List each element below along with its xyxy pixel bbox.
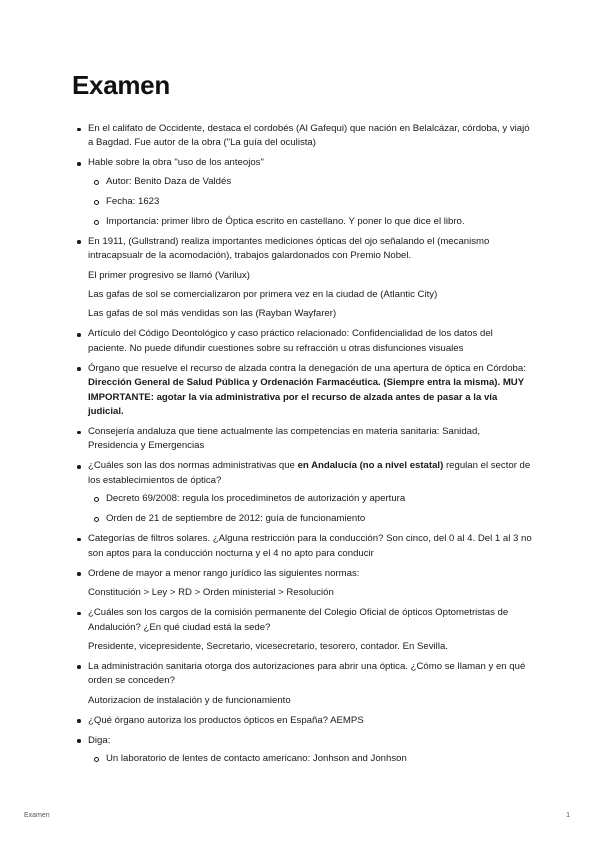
footer-page-number: 1 <box>566 812 570 819</box>
list-item <box>72 156 532 229</box>
footer-document-name: Examen <box>24 812 50 819</box>
page-title: Examen <box>72 70 170 100</box>
item-text: Ordene de mayor a menor rango jurídico las siguientes normas: <box>88 567 360 579</box>
item-text: ¿Cuáles son las dos normas administrativas que <box>88 460 298 472</box>
list-item <box>72 362 532 420</box>
document-body <box>72 122 532 772</box>
list-item <box>72 567 532 601</box>
sub-list-item: Fecha: 1623 <box>88 195 532 209</box>
list-item <box>72 235 532 322</box>
item-text: ¿Cuáles son los cargos de la comisión permanente del Colegio Oficial de ópticos Optometristas de Andalución? ¿En qué ciudad está la sede? <box>88 607 509 633</box>
item-text: Diga: <box>88 734 111 746</box>
sub-list-item: Un laboratorio de lentes de contacto americano: Jonhson and Jonhson <box>88 752 532 766</box>
item-note: Presidente, vicepresidente, Secretario, vicesecretario, tesorero, contador. En Sevilla. <box>88 640 448 652</box>
item-note: El primer progresivo se llamó (Varilux) <box>88 269 250 281</box>
item-text: Consejería andaluza que tiene actualmente las competencias en materia sanitaria: Sanidad, Presidencia y Emergencias <box>88 426 480 452</box>
sub-list-item: Decreto 69/2008: regula los procediminetos de autorización y apertura <box>88 492 532 506</box>
item-text: En el califato de Occidente, destaca el cordobés (Al Gafequi) que nación en Belalcázar, córdoba, y viajó a Bagdad. Fue autor de la obra ("La guía del oculista) <box>88 123 530 149</box>
item-text: Hable sobre la obra "uso de los anteojos" <box>88 157 264 169</box>
sub-list <box>88 175 532 229</box>
item-note: Las gafas de sol más vendidas son las (Rayban Wayfarer) <box>88 308 337 320</box>
item-text: Categorías de filtros solares. ¿Alguna restricción para la conducción? Son cinco, del 0 al 4. Del 1 al 3 no son aptos para la conducción nocturna y el 4 no apto para conducir <box>88 533 532 559</box>
list-item <box>72 734 532 767</box>
sub-list <box>88 752 532 766</box>
list-item <box>72 606 532 654</box>
item-text: ¿Qué órgano autoriza los productos ópticos en España? AEMPS <box>88 714 364 726</box>
list-item <box>72 122 532 151</box>
sub-list <box>88 492 532 526</box>
item-note: Autorizacion de instalación y de funcionamiento <box>88 694 291 706</box>
sub-list-item: Orden de 21 de septiembre de 2012: guía de funcionamiento <box>88 512 532 526</box>
item-note: Constitución > Ley > RD > Orden ministerial > Resolución <box>88 587 334 599</box>
list-item <box>72 660 532 708</box>
item-text: En 1911, (Gullstrand) realiza importantes mediciones ópticas del ojo señalando el (mecanismo intracapsualr de la acomodación), trabajos galardonados con Premio Nobel. <box>88 235 490 262</box>
item-note: Las gafas de sol se comercializaron por primera vez en la ciudad de (Atlantic City) <box>88 289 438 301</box>
item-text: regulan el sector de los establecimientos de óptica? <box>88 460 531 486</box>
sub-list-item: Autor: Benito Daza de Valdés <box>88 175 532 189</box>
list-item <box>72 425 532 454</box>
sub-list-item: Importancia: primer libro de Óptica escrito en castellano. Y poner lo que dice el libro. <box>88 215 532 229</box>
list-item <box>72 327 532 356</box>
item-bold-text: Dirección General de Salud Pública y Ordenación Farmacéutica. (Siempre entra la misma). MUY IMPORTANTE: agotar la vía administrativa por el recurso de alzada antes de pasar a la vía judicial. <box>88 377 524 418</box>
list-item <box>72 714 532 728</box>
item-bold-text: en Andalucía (no a nivel estatal) <box>297 460 444 472</box>
list-item <box>72 532 532 561</box>
item-text: Órgano que resuelve el recurso de alzada contra la denegación de una apertura de óptica en Córdoba: <box>88 362 526 374</box>
question-list <box>72 122 532 767</box>
item-text: Artículo del Código Deontológico y caso práctico relacionado: Confidencialidad de los datos del paciente. No puede difundir cuestiones sobre su refracción u otras disfunciones visuales <box>88 328 493 354</box>
item-text: La administración sanitaria otorga dos autorizaciones para abrir una óptica. ¿Cómo se llaman y en qué orden se conceden? <box>88 660 526 687</box>
list-item <box>72 459 532 526</box>
